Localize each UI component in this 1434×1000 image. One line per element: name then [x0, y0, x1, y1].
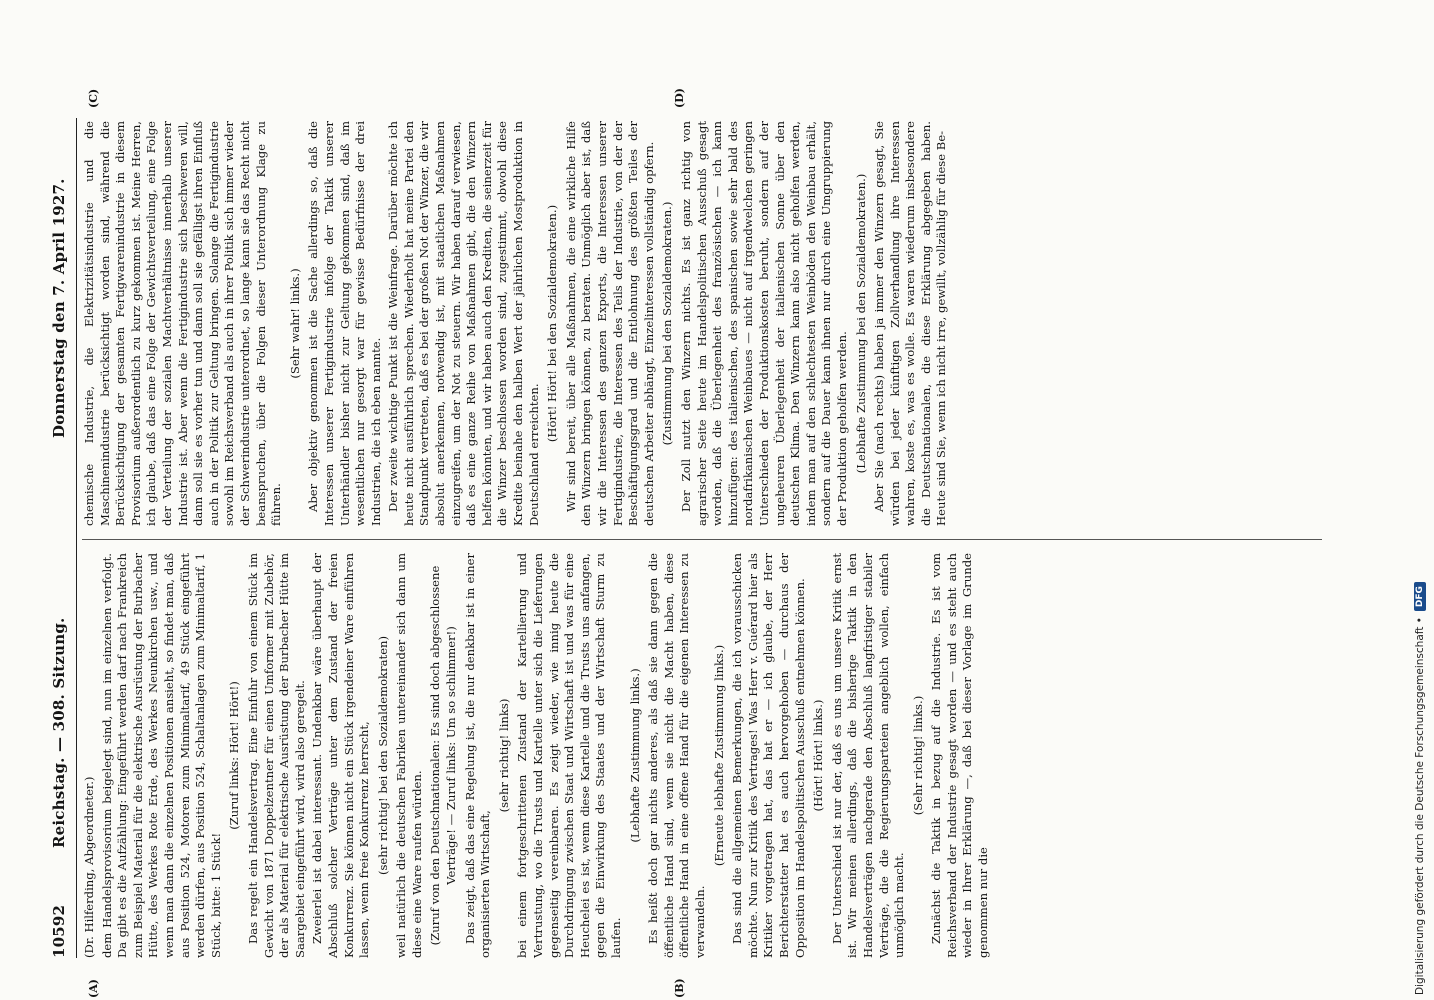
margin-mark-b: (B) [673, 978, 686, 998]
paragraph: Zunächst die Taktik in bezug auf die Industrie. Es ist vom Reichsverband der Industrie gesagt worden — und es steht auch wieder in Ihrer Erklärung —, daß bei dieser Vorlage im Grunde genommen nur die [929, 553, 991, 958]
paragraph: weil natürlich die deutschen Fabriken untereinander sich dann um diese eine Ware raufen würden. [394, 553, 424, 958]
paragraph: (Hört! Hört! links.) [811, 699, 826, 812]
paragraph: bei einem fortgeschrittenen Zustand der Kartellierung und Vertrustung, wo die Trusts und Kartelle unter sich die Lieferungen gegenseitig vereinbaren. Es zeigt wieder, wie innig heute die Durchdringung zwischen Staat und Wirtschaft ist und was für eine Heuchelei es ist, wenn diese Kartelle und die Trusts uns anfangen, gegen die Einwirkung des Staates und der Wirtschaft Sturm zu laufen. [515, 553, 623, 958]
paragraph: Wir sind bereit, über alle Maßnahmen, die eine wirkliche Hilfe den Winzern bringen können, zu beraten. Unmöglich aber ist, daß wir die Interessen des ganzen Exports, die Interessen unserer Fertigindustrie, die Interessen des Teils der Industrie, von der der Beschäftigungsgrad und die Entlohnung des größten Teiles der deutschen Arbeiter abhängt, Einzelinteressen vollständig opfern. [563, 121, 656, 526]
page-header [52, 118, 74, 958]
paragraph: Der zweite wichtige Punkt ist die Weinfrage. Darüber möchte ich heute nicht ausführlich sprechen. Wiederholt hat meine Partei den Standpunkt vertreten, daß es bei der großen Not der Winzer, die wir absolut anerkennen, notwendig ist, mit staatlichen Maßnahmen einzugreifen, um der Not zu steuern. Wir haben darauf verwiesen, daß es eine ganze Reihe von Maßnahmen gibt, die den Winzern helfen könnten, und wir haben auch den Krediten, die seinerzeit für die Winzer beschlossen worden sind, zugestimmt, obwohl diese Kredite beinahe den halben Wert der jährlichen Mostproduktion in Deutschland erreichten. [386, 121, 541, 526]
paragraph: chemische Industrie, die Elektrizitätsindustrie und die Maschinenindustrie berücksichtigt worden sind, während die Berücksichtigung der gesamten Fertigwarenindustrie in diesem Provisorium außerordentlich zu kurz gekommen ist. Meine Herren, ich glaube, daß das eine Folge der Gewichtsverteilung, eine Folge der Verteilung der sozialen Machtverhältnisse innerhalb unserer Industrie ist. Aber wenn die Fertigindustrie sich beschweren will, dann soll sie es vorher tun und dann soll sie gefälligst ihren Einfluß auch in der Politik zur Geltung bringen. Solange die Fertigindustrie sowohl im Reichsverband als auch in ihrer Politik sich immer wieder der Schwerindustrie unterordnet, so lange kann sie das Recht nicht beanspruchen, über die Folgen dieser Unterordnung Klage zu führen. [82, 121, 284, 526]
session-date: Donnerstag den 7. April 1927. [50, 178, 68, 438]
margin-mark-d: (D) [673, 88, 686, 108]
paragraph: (Sehr wahr! links.) [287, 268, 302, 379]
dfg-side-note [1410, 0, 1430, 995]
paragraph: Das regelt ein Handelsvertrag. Eine Einfuhr von einem Stück im Gewicht von 1871 Doppelzentner für einen Umformer mit Zubehör, der als Material für elektrische Ausrüstung der Burbacher Hütte im Saargebiet eingeführt wird, wird also geregelt. [245, 553, 307, 958]
paragraph: (Erneute lebhafte Zustimmung links.) [711, 644, 726, 867]
paragraph: (Lebhafte Zustimmung links.) [627, 668, 642, 843]
paragraph: (Sehr richtig! links.) [910, 695, 925, 816]
paragraph: (Dr. Hilferding, Abgeordneter.) [82, 776, 96, 958]
margin-mark-a: (A) [87, 979, 100, 998]
paragraph: Das zeigt, daß das eine Regelung ist, die nur denkbar ist in einer organisierten Wirtschaft, [462, 553, 493, 958]
paragraph: Das sind die allgemeinen Bemerkungen, die ich vorausschicken möchte. Nun zur Kritik des Vertrages! Was Herr v. Guérard hier als Kritiker vorgetragen hat, das hat er — ich glaube, der Herr Berichterstatter hat es auch hervorgehoben — durchaus der Opposition im Handelspolitischen Ausschuß entnehmen können. [730, 553, 807, 958]
left-column [82, 553, 994, 958]
paragraph: Zweierlei ist dabei interessant. Undenkbar wäre überhaupt der Abschluß solcher Verträge unter dem Zustand der freien Konkurrenz. Sie können nicht ein Stück irgendeiner Ware einführen lassen, wenn freie Konkurrenz herrscht, [310, 553, 372, 958]
paragraph: (Hört! Hört! bei den Sozialdemokraten.) [545, 204, 560, 443]
header-rule [76, 118, 77, 958]
paragraph: (Zustimmung bei den Sozialdemokraten.) [660, 201, 675, 446]
dfg-logo: DFG [1414, 582, 1426, 611]
paragraph: (Zuruf von den Deutschnationalen: Es sind doch abgeschlossene Verträge! — Zuruf links: Um so schlimmer!) [428, 565, 459, 946]
document-page [50, 88, 1352, 998]
page-number: 10592 [50, 904, 68, 958]
dfg-note-text: Digitalisierung gefördert durch die Deutsche Forschungsgemeinschaft • [1414, 617, 1426, 995]
margin-mark-c: (C) [87, 88, 100, 108]
right-column [82, 121, 952, 526]
paragraph: dem Handelsprovisorium beigelegt sind, nun im einzelnen verfolgt. Da gibt es die Aufzählung: Eingeführt werden darf nach Frankreich zum Beispiel Material für die elektrische Ausrüstung der Burbacher Hütte, des Werkes Rote Erde, des Werkes Neunkirchen usw., und wenn man dann die einzelnen Positionen ansieht, so findet man, daß aus Position 524, Motoren zum Minimaltarif, 49 Stück eingeführt werden dürfen, aus Position 524, Schaltanlagen zum Minimaltarif, 1 Stück, bitte: 1 Stück! [99, 553, 223, 958]
paragraph: (sehr richtig! bei den Sozialdemokraten) [375, 635, 390, 876]
paragraph: Aber Sie (nach rechts) haben ja immer den Winzern gesagt, Sie würden bei jeder künftigen Zollverhandlung ihre Interessen wahren, koste es, was es wolle. Es waren wiederum insbesondere die Deutschnationalen, die diese Erklärung abgegeben haben. Heute sind Sie, wenn ich nicht irre, gewillt, vollzählig für diese Be- [872, 121, 949, 526]
column-divider [82, 539, 1322, 540]
paragraph: (sehr richtig! links) [496, 698, 511, 813]
paragraph: (Lebhafte Zustimmung bei den Sozialdemokraten.) [853, 173, 868, 474]
paragraph: (Zuruf links: Hört! Hört!) [227, 681, 242, 830]
paragraph: Aber objektiv genommen ist die Sache allerdings so, daß die Interessen unserer Fertigindustrie infolge der Taktik unserer Unterhändler bisher nicht zur Geltung gekommen sind, daß im wesentlichen nur gesorgt war für gewisse Bedürfnisse der drei Industrien, die ich eben nannte. [306, 121, 383, 526]
paragraph: Der Unterschied ist nur der, daß es uns um unsere Kritik ernst ist. Wir meinen allerdings, daß die bisherige Taktik in den Handelsverträgen nachgerade den Abschluß langfristiger stabiler Verträge, die die Regierungsparteien angeblich wollen, einfach unmöglich macht. [829, 553, 907, 958]
session-title: Reichstag. — 308. Sitzung. [50, 617, 68, 848]
paragraph: Der Zoll nutzt den Winzern nichts. Es ist ganz richtig von agrarischer Seite heute im Handelspolitischen Ausschuß gesagt worden, daß die Überlegenheit des französischen — ich kann hinzufügen: des italienischen, des spanischen sowie sehr bald des nordafrikanischen Weinbaues — nicht auf irgendwelchen geringen Unterschieden der Produktionskosten beruht, sondern auf der ungeheuren Überlegenheit der italienischen Sonne über den deutschen Klima. Den Winzern kann also nicht geholfen werden, indem man auf den schlechtesten Weinböden den Weinbau erhält, sondern auf die Dauer kann ihnen nur durch eine Umgruppierung der Produktion geholfen werden. [678, 121, 849, 526]
paragraph: Es heißt doch gar nichts anderes, als daß sie dann gegen die öffentliche Hand sind, wenn sie nicht die Macht haben, diese öffentliche Hand in eine offene Hand für die eigenen Interessen zu verwandeln. [646, 553, 707, 958]
